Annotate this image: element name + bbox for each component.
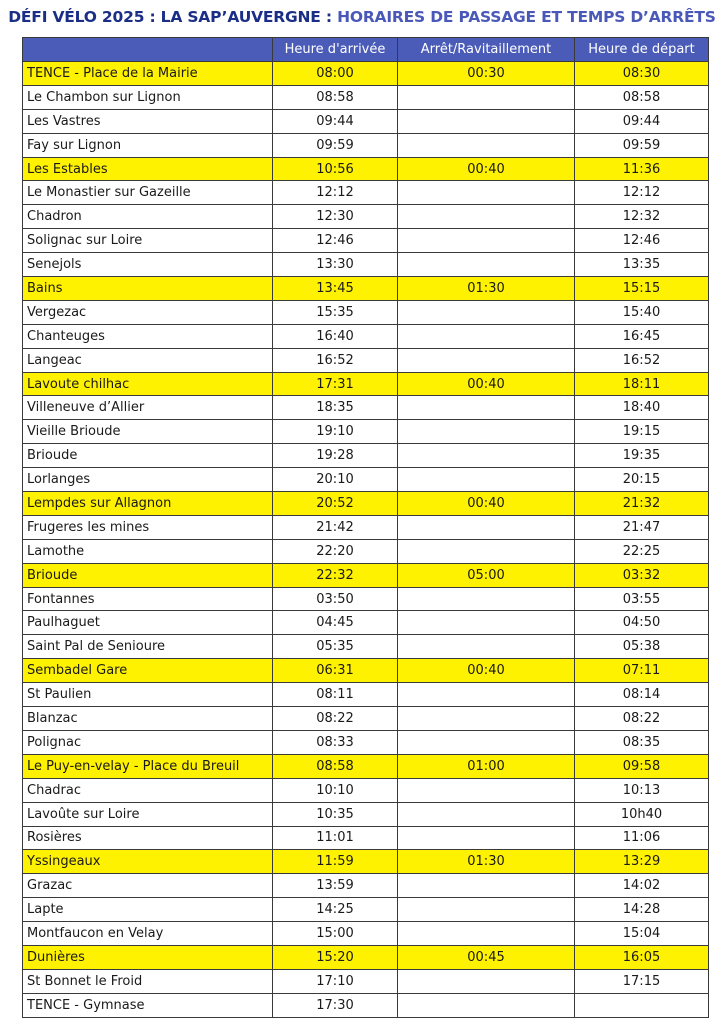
departure-cell: 14:28	[575, 898, 709, 922]
arrival-cell: 08:33	[273, 730, 398, 754]
table-row	[23, 62, 709, 86]
stop-cell	[398, 802, 575, 826]
place-cell: Lorlanges	[23, 468, 273, 492]
arrival-cell: 16:40	[273, 324, 398, 348]
arrival-cell: 04:45	[273, 611, 398, 635]
departure-cell: 19:35	[575, 444, 709, 468]
place-cell: Polignac	[23, 730, 273, 754]
arrival-cell: 11:01	[273, 826, 398, 850]
table-row	[23, 922, 709, 946]
table-row	[23, 157, 709, 181]
stop-cell: 01:30	[398, 277, 575, 301]
place-cell: Le Puy-en-velay - Place du Breuil	[23, 754, 273, 778]
place-cell: Chadron	[23, 205, 273, 229]
header-arrival: Heure d'arrivée	[273, 38, 398, 62]
departure-cell: 03:32	[575, 563, 709, 587]
table-row	[23, 778, 709, 802]
header-place	[23, 38, 273, 62]
table-row	[23, 993, 709, 1017]
arrival-cell: 08:22	[273, 707, 398, 731]
stop-cell	[398, 468, 575, 492]
departure-cell: 18:11	[575, 372, 709, 396]
arrival-cell: 18:35	[273, 396, 398, 420]
place-cell: Le Chambon sur Lignon	[23, 85, 273, 109]
place-cell: Saint Pal de Senioure	[23, 635, 273, 659]
stop-cell	[398, 587, 575, 611]
arrival-cell: 17:10	[273, 969, 398, 993]
departure-cell: 10:13	[575, 778, 709, 802]
table-row	[23, 468, 709, 492]
table-row	[23, 300, 709, 324]
departure-cell: 22:25	[575, 539, 709, 563]
place-cell: Frugeres les mines	[23, 515, 273, 539]
arrival-cell: 08:58	[273, 754, 398, 778]
departure-cell: 16:45	[575, 324, 709, 348]
arrival-cell: 20:52	[273, 492, 398, 516]
table-row	[23, 348, 709, 372]
stop-cell	[398, 898, 575, 922]
stop-cell: 00:40	[398, 372, 575, 396]
stop-cell	[398, 515, 575, 539]
place-cell: Vieille Brioude	[23, 420, 273, 444]
place-cell: Sembadel Gare	[23, 659, 273, 683]
header-stop: Arrêt/Ravitaillement	[398, 38, 575, 62]
place-cell: Lapte	[23, 898, 273, 922]
stop-cell	[398, 133, 575, 157]
schedule-body	[23, 62, 709, 1018]
departure-cell: 11:36	[575, 157, 709, 181]
stop-cell	[398, 683, 575, 707]
title-event: DÉFI VÉLO 2025 : LA SAP’AUVERGNE :	[8, 8, 338, 26]
table-row	[23, 635, 709, 659]
arrival-cell: 10:56	[273, 157, 398, 181]
place-cell: Bains	[23, 277, 273, 301]
arrival-cell: 13:45	[273, 277, 398, 301]
stop-cell	[398, 611, 575, 635]
departure-cell: 13:35	[575, 253, 709, 277]
arrival-cell: 08:11	[273, 683, 398, 707]
departure-cell: 07:11	[575, 659, 709, 683]
arrival-cell: 10:35	[273, 802, 398, 826]
place-cell: Paulhaguet	[23, 611, 273, 635]
place-cell: Les Estables	[23, 157, 273, 181]
arrival-cell: 17:30	[273, 993, 398, 1017]
arrival-cell: 22:20	[273, 539, 398, 563]
stop-cell	[398, 348, 575, 372]
table-header-row	[23, 38, 709, 62]
departure-cell: 21:47	[575, 515, 709, 539]
arrival-cell: 06:31	[273, 659, 398, 683]
table-row	[23, 515, 709, 539]
place-cell: Chadrac	[23, 778, 273, 802]
table-row	[23, 850, 709, 874]
table-row	[23, 85, 709, 109]
arrival-cell: 13:30	[273, 253, 398, 277]
place-cell: Yssingeaux	[23, 850, 273, 874]
arrival-cell: 09:44	[273, 109, 398, 133]
table-row	[23, 826, 709, 850]
arrival-cell: 13:59	[273, 874, 398, 898]
table-row	[23, 133, 709, 157]
stop-cell	[398, 420, 575, 444]
arrival-cell: 15:00	[273, 922, 398, 946]
departure-cell: 18:40	[575, 396, 709, 420]
arrival-cell: 15:20	[273, 945, 398, 969]
stop-cell	[398, 969, 575, 993]
table-row	[23, 372, 709, 396]
place-cell: Villeneuve d’Allier	[23, 396, 273, 420]
departure-cell: 09:59	[575, 133, 709, 157]
table-row	[23, 683, 709, 707]
departure-cell: 10h40	[575, 802, 709, 826]
departure-cell: 12:32	[575, 205, 709, 229]
departure-cell: 09:44	[575, 109, 709, 133]
departure-cell: 17:15	[575, 969, 709, 993]
stop-cell: 00:40	[398, 492, 575, 516]
arrival-cell: 09:59	[273, 133, 398, 157]
table-row	[23, 420, 709, 444]
stop-cell	[398, 229, 575, 253]
stop-cell	[398, 635, 575, 659]
table-row	[23, 563, 709, 587]
arrival-cell: 19:10	[273, 420, 398, 444]
table-row	[23, 754, 709, 778]
departure-cell: 16:05	[575, 945, 709, 969]
place-cell: Brioude	[23, 563, 273, 587]
departure-cell: 20:15	[575, 468, 709, 492]
place-cell: Fontannes	[23, 587, 273, 611]
stop-cell: 05:00	[398, 563, 575, 587]
stop-cell	[398, 707, 575, 731]
place-cell: Fay sur Lignon	[23, 133, 273, 157]
table-row	[23, 396, 709, 420]
table-row	[23, 874, 709, 898]
place-cell: Senejols	[23, 253, 273, 277]
stop-cell: 00:40	[398, 157, 575, 181]
table-row	[23, 587, 709, 611]
stop-cell	[398, 396, 575, 420]
departure-cell: 08:14	[575, 683, 709, 707]
departure-cell: 09:58	[575, 754, 709, 778]
departure-cell: 13:29	[575, 850, 709, 874]
stop-cell	[398, 922, 575, 946]
place-cell: Langeac	[23, 348, 273, 372]
arrival-cell: 22:32	[273, 563, 398, 587]
table-row	[23, 730, 709, 754]
arrival-cell: 12:46	[273, 229, 398, 253]
stop-cell	[398, 539, 575, 563]
place-cell: Montfaucon en Velay	[23, 922, 273, 946]
departure-cell: 21:32	[575, 492, 709, 516]
departure-cell: 14:02	[575, 874, 709, 898]
schedule-table	[22, 37, 709, 1018]
departure-cell: 08:30	[575, 62, 709, 86]
stop-cell	[398, 324, 575, 348]
table-row	[23, 324, 709, 348]
place-cell: TENCE - Gymnase	[23, 993, 273, 1017]
place-cell: Vergezac	[23, 300, 273, 324]
stop-cell	[398, 253, 575, 277]
table-row	[23, 253, 709, 277]
departure-cell: 04:50	[575, 611, 709, 635]
table-row	[23, 229, 709, 253]
table-row	[23, 205, 709, 229]
arrival-cell: 12:30	[273, 205, 398, 229]
table-row	[23, 492, 709, 516]
arrival-cell: 15:35	[273, 300, 398, 324]
departure-cell: 08:22	[575, 707, 709, 731]
arrival-cell: 17:31	[273, 372, 398, 396]
table-row	[23, 109, 709, 133]
table-row	[23, 659, 709, 683]
place-cell: Lavoute chilhac	[23, 372, 273, 396]
arrival-cell: 20:10	[273, 468, 398, 492]
place-cell: Chanteuges	[23, 324, 273, 348]
stop-cell	[398, 730, 575, 754]
arrival-cell: 05:35	[273, 635, 398, 659]
arrival-cell: 21:42	[273, 515, 398, 539]
place-cell: Dunières	[23, 945, 273, 969]
table-row	[23, 539, 709, 563]
table-row	[23, 945, 709, 969]
stop-cell	[398, 109, 575, 133]
stop-cell	[398, 444, 575, 468]
departure-cell	[575, 993, 709, 1017]
stop-cell: 01:00	[398, 754, 575, 778]
place-cell: Lempdes sur Allagnon	[23, 492, 273, 516]
table-row	[23, 444, 709, 468]
table-row	[23, 969, 709, 993]
place-cell: Solignac sur Loire	[23, 229, 273, 253]
table-row	[23, 707, 709, 731]
departure-cell: 16:52	[575, 348, 709, 372]
arrival-cell: 12:12	[273, 181, 398, 205]
stop-cell: 00:40	[398, 659, 575, 683]
place-cell: St Bonnet le Froid	[23, 969, 273, 993]
departure-cell: 11:06	[575, 826, 709, 850]
title-subject: HORAIRES DE PASSAGE ET TEMPS D’ARRÊTS	[337, 8, 716, 26]
stop-cell	[398, 778, 575, 802]
departure-cell: 15:04	[575, 922, 709, 946]
place-cell: Rosières	[23, 826, 273, 850]
arrival-cell: 14:25	[273, 898, 398, 922]
stop-cell	[398, 85, 575, 109]
stop-cell	[398, 181, 575, 205]
table-row	[23, 802, 709, 826]
departure-cell: 08:35	[575, 730, 709, 754]
stop-cell: 00:30	[398, 62, 575, 86]
arrival-cell: 19:28	[273, 444, 398, 468]
stop-cell	[398, 300, 575, 324]
table-row	[23, 181, 709, 205]
place-cell: St Paulien	[23, 683, 273, 707]
departure-cell: 12:46	[575, 229, 709, 253]
place-cell: Lavoûte sur Loire	[23, 802, 273, 826]
departure-cell: 19:15	[575, 420, 709, 444]
place-cell: TENCE - Place de la Mairie	[23, 62, 273, 86]
place-cell: Lamothe	[23, 539, 273, 563]
place-cell: Les Vastres	[23, 109, 273, 133]
stop-cell	[398, 205, 575, 229]
table-row	[23, 611, 709, 635]
stop-cell: 00:45	[398, 945, 575, 969]
stop-cell	[398, 826, 575, 850]
departure-cell: 15:15	[575, 277, 709, 301]
arrival-cell: 08:00	[273, 62, 398, 86]
arrival-cell: 03:50	[273, 587, 398, 611]
arrival-cell: 11:59	[273, 850, 398, 874]
stop-cell	[398, 874, 575, 898]
arrival-cell: 10:10	[273, 778, 398, 802]
departure-cell: 08:58	[575, 85, 709, 109]
header-departure: Heure de départ	[575, 38, 709, 62]
arrival-cell: 16:52	[273, 348, 398, 372]
stop-cell	[398, 993, 575, 1017]
place-cell: Blanzac	[23, 707, 273, 731]
page-title	[0, 0, 724, 34]
place-cell: Brioude	[23, 444, 273, 468]
place-cell: Le Monastier sur Gazeille	[23, 181, 273, 205]
table-row	[23, 898, 709, 922]
stop-cell: 01:30	[398, 850, 575, 874]
departure-cell: 15:40	[575, 300, 709, 324]
departure-cell: 12:12	[575, 181, 709, 205]
departure-cell: 03:55	[575, 587, 709, 611]
departure-cell: 05:38	[575, 635, 709, 659]
arrival-cell: 08:58	[273, 85, 398, 109]
place-cell: Grazac	[23, 874, 273, 898]
table-row	[23, 277, 709, 301]
